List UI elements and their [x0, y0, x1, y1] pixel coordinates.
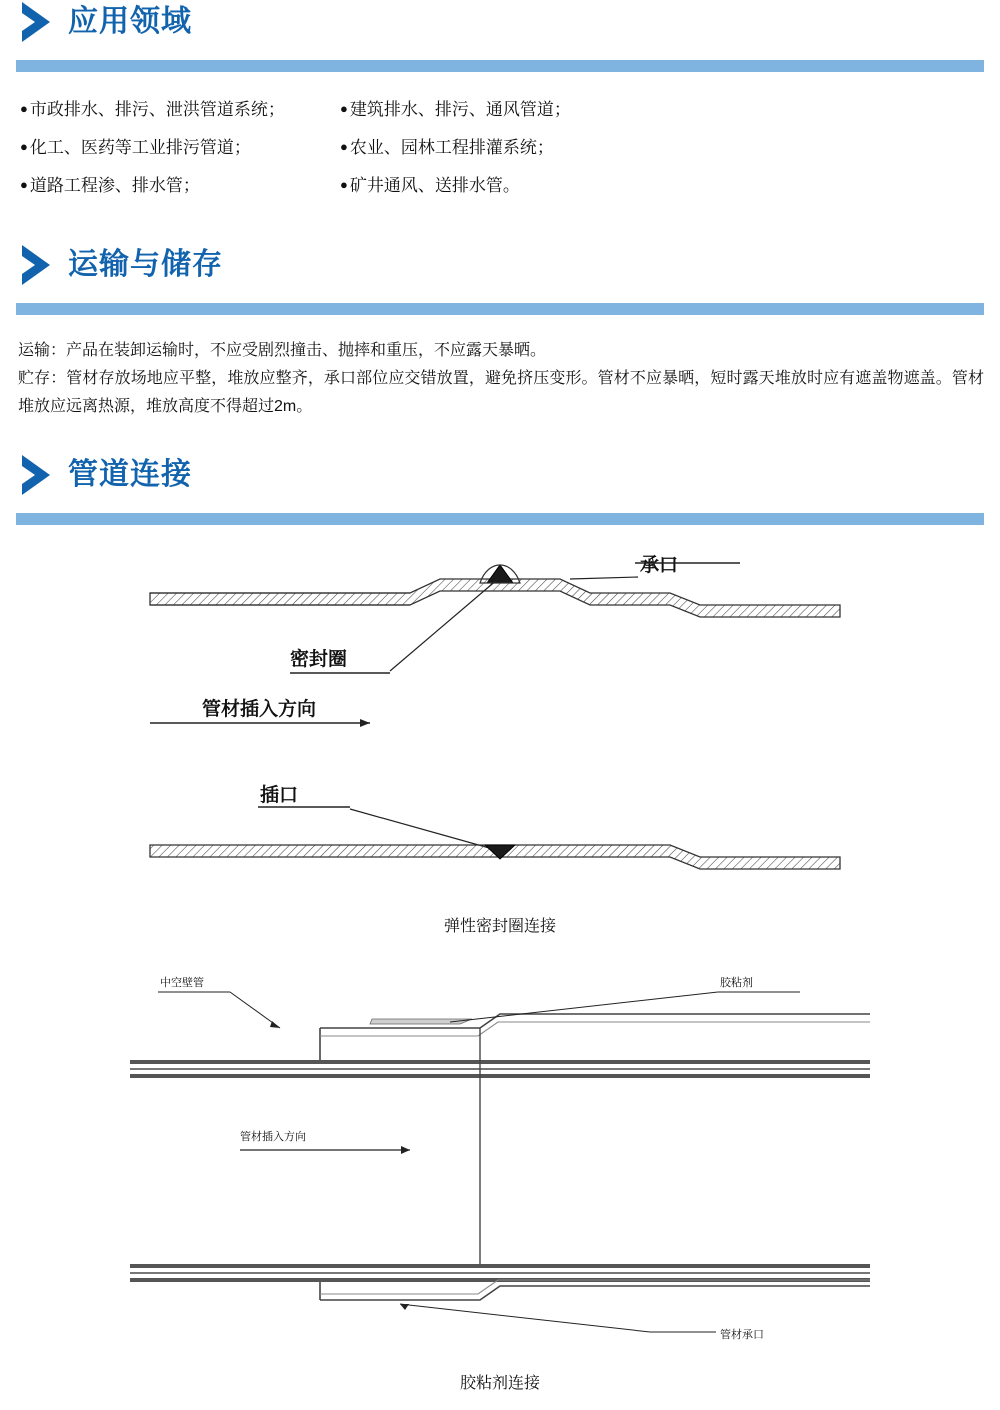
section-title: 管道连接: [68, 458, 192, 492]
storage-line: 贮存：管材存放场地应平整，堆放应整齐，承口部位应交错放置，避免挤压变形。管材不应暴晒，短时露天堆放时应有遮盖物遮盖。管材堆放应远离热源，堆放高度不得超过2m。: [18, 370, 984, 416]
transport-text-block: [16, 337, 984, 421]
figure1-label-insert-direction: 管材插入方向: [202, 699, 317, 721]
divider-rule: [16, 60, 984, 72]
section-header-application: [16, 0, 984, 44]
chevron-right-icon: [20, 453, 54, 497]
list-item-label: 道路工程渗、排水管；: [29, 175, 200, 195]
list-item: [20, 174, 340, 198]
list-item: [340, 174, 984, 198]
list-item-label: 化工、医药等工业排污管道；: [29, 137, 251, 157]
adhesive-joint-diagram: [120, 964, 880, 1364]
list-item: [20, 98, 340, 122]
chevron-right-icon: [20, 0, 54, 44]
list-item: [20, 136, 340, 160]
figure1-caption: 弹性密封圈连接: [443, 918, 556, 936]
figure1-label-socket: 承口: [640, 555, 679, 577]
divider-rule: [16, 303, 984, 315]
application-list: [16, 98, 984, 197]
bullet-icon: ●: [20, 101, 28, 116]
divider-rule: [16, 513, 984, 525]
list-item-label: 矿井通风、送排水管。: [349, 175, 520, 195]
list-item-label: 建筑排水、排污、通风管道；: [349, 100, 571, 119]
bullet-icon: ●: [340, 138, 348, 154]
figure1-label-seal-ring: 密封圈: [290, 649, 348, 671]
figure2-label-insert-direction: 管材插入方向: [240, 1131, 306, 1144]
section-header-connection: [16, 453, 984, 497]
section-header-transport: [16, 243, 984, 287]
transport-line: 运输：产品在装卸运输时，不应受剧烈撞击、抛摔和重压，不应露天暴晒。: [18, 342, 547, 360]
chevron-right-icon: [20, 243, 54, 287]
list-item-label: 市政排水、排污、泄洪管道系统；: [29, 100, 285, 119]
figure-rubber-ring-joint: [16, 553, 984, 936]
list-item-label: 农业、园林工程排灌系统；: [349, 137, 554, 157]
bullet-icon: ●: [340, 101, 348, 116]
figure2-label-pipe-socket: 管材承口: [720, 1329, 764, 1342]
figure1-label-spigot: 插口: [260, 785, 299, 807]
list-item: [340, 98, 984, 122]
figure2-caption: 胶粘剂连接: [459, 1375, 540, 1393]
page-title: 应用领域: [68, 5, 192, 38]
figure2-label-hollow-wall-pipe: 中空壁管: [160, 977, 204, 990]
figure2-label-adhesive: 胶粘剂: [720, 977, 753, 990]
list-item: [340, 136, 984, 160]
bullet-icon: ●: [340, 176, 348, 192]
section-title: 运输与储存: [68, 248, 223, 282]
figure-adhesive-joint: [16, 964, 984, 1393]
rubber-ring-joint-diagram: [140, 553, 860, 903]
bullet-icon: ●: [20, 176, 28, 192]
bullet-icon: ●: [20, 138, 28, 154]
